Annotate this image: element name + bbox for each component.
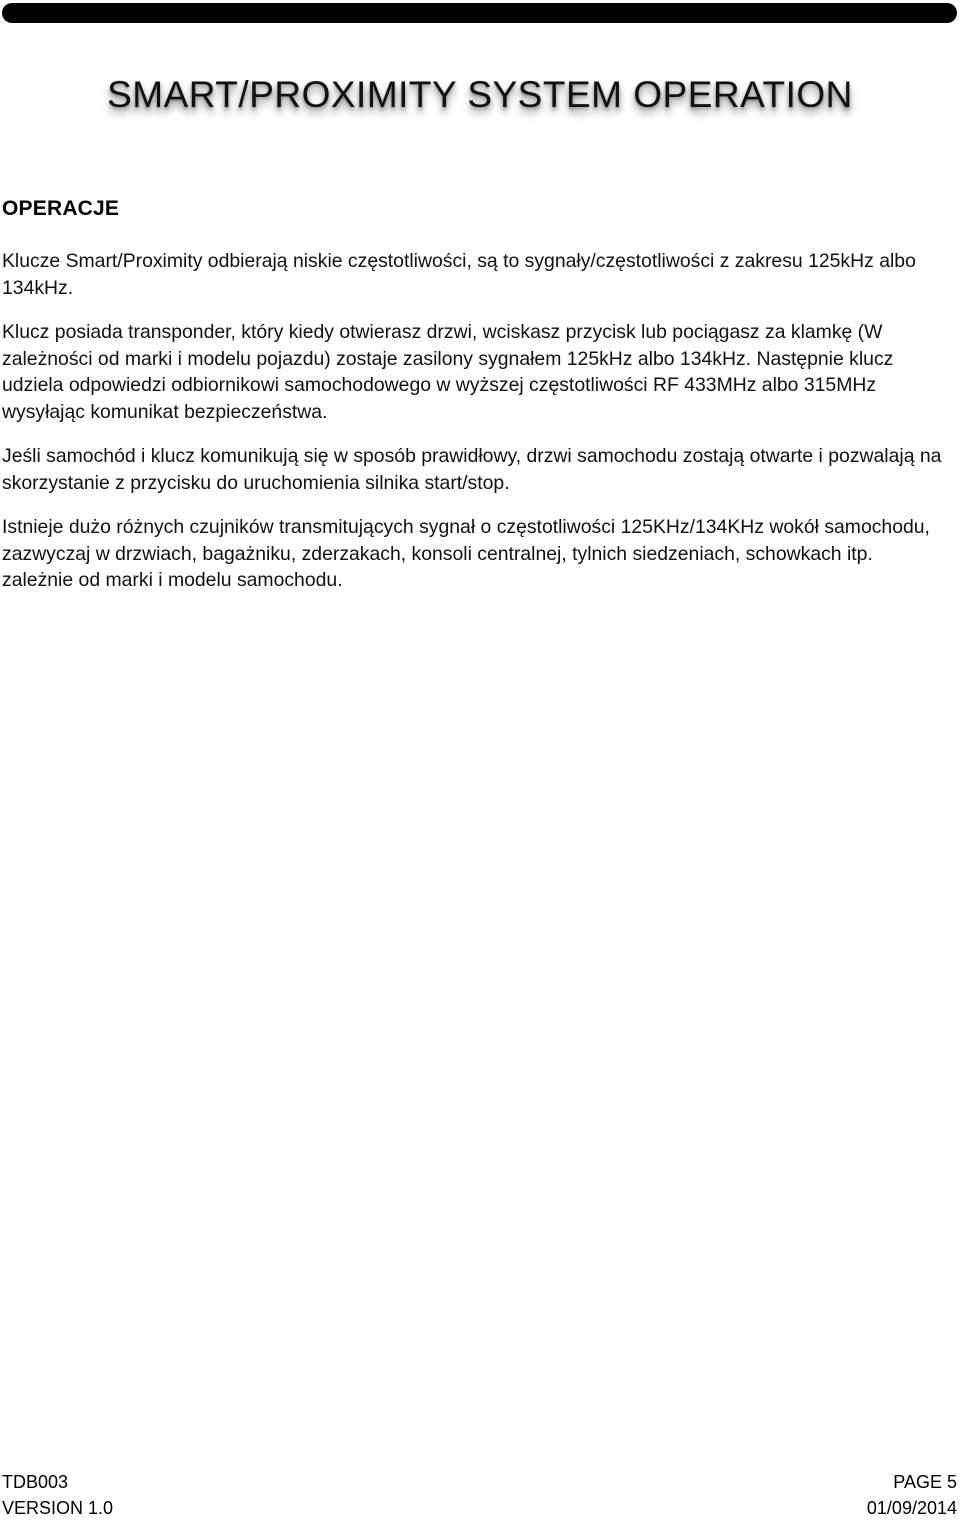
page-title: SMART/PROXIMITY SYSTEM OPERATION xyxy=(107,74,853,115)
body-text xyxy=(2,248,947,612)
doc-date: 01/09/2014 xyxy=(866,1498,957,1518)
footer-left xyxy=(2,1469,113,1521)
header-bar xyxy=(2,3,957,23)
paragraph: Jeśli samochód i klucz komunikują się w sposób prawidłowy, drzwi samochodu zostają otwarte i pozwalają na skorzystanie z przycisku do uruchomienia silnika start/stop. xyxy=(2,445,942,494)
paragraph: Klucz posiada transponder, który kiedy otwierasz drzwi, wciskasz przycisk lub pociągasz za klamkę (W zależności od marki i modelu pojazdu) zostaje zasilony sygnałem 125kHz albo 134kHz. Następnie klucz udziela odpowiedzi odbiornikowi samochodowego w wyższej częstotliwości RF 433MHz albo 315MHz wysyłając komunikat bezpieczeństwa. xyxy=(2,321,894,423)
doc-code: TDB003 xyxy=(2,1472,69,1492)
paragraph: Klucze Smart/Proximity odbierają niskie częstotliwości, są to sygnały/częstotliwości z zakresu 125kHz albo 134kHz. xyxy=(2,250,916,299)
section-heading: OPERACJE xyxy=(2,197,120,220)
footer-right xyxy=(867,1469,957,1521)
page-number: PAGE 5 xyxy=(893,1472,957,1492)
paragraph: Istnieje dużo różnych czujników transmitujących sygnał o częstotliwości 125KHz/134KHz wokół samochodu, zazwyczaj w drzwiach, bagażniku, zderzakach, konsoli centralnej, tylnich siedzeniach, schowkach itp. zależnie od marki i modelu samochodu. xyxy=(2,516,930,591)
doc-version: VERSION 1.0 xyxy=(2,1498,114,1518)
